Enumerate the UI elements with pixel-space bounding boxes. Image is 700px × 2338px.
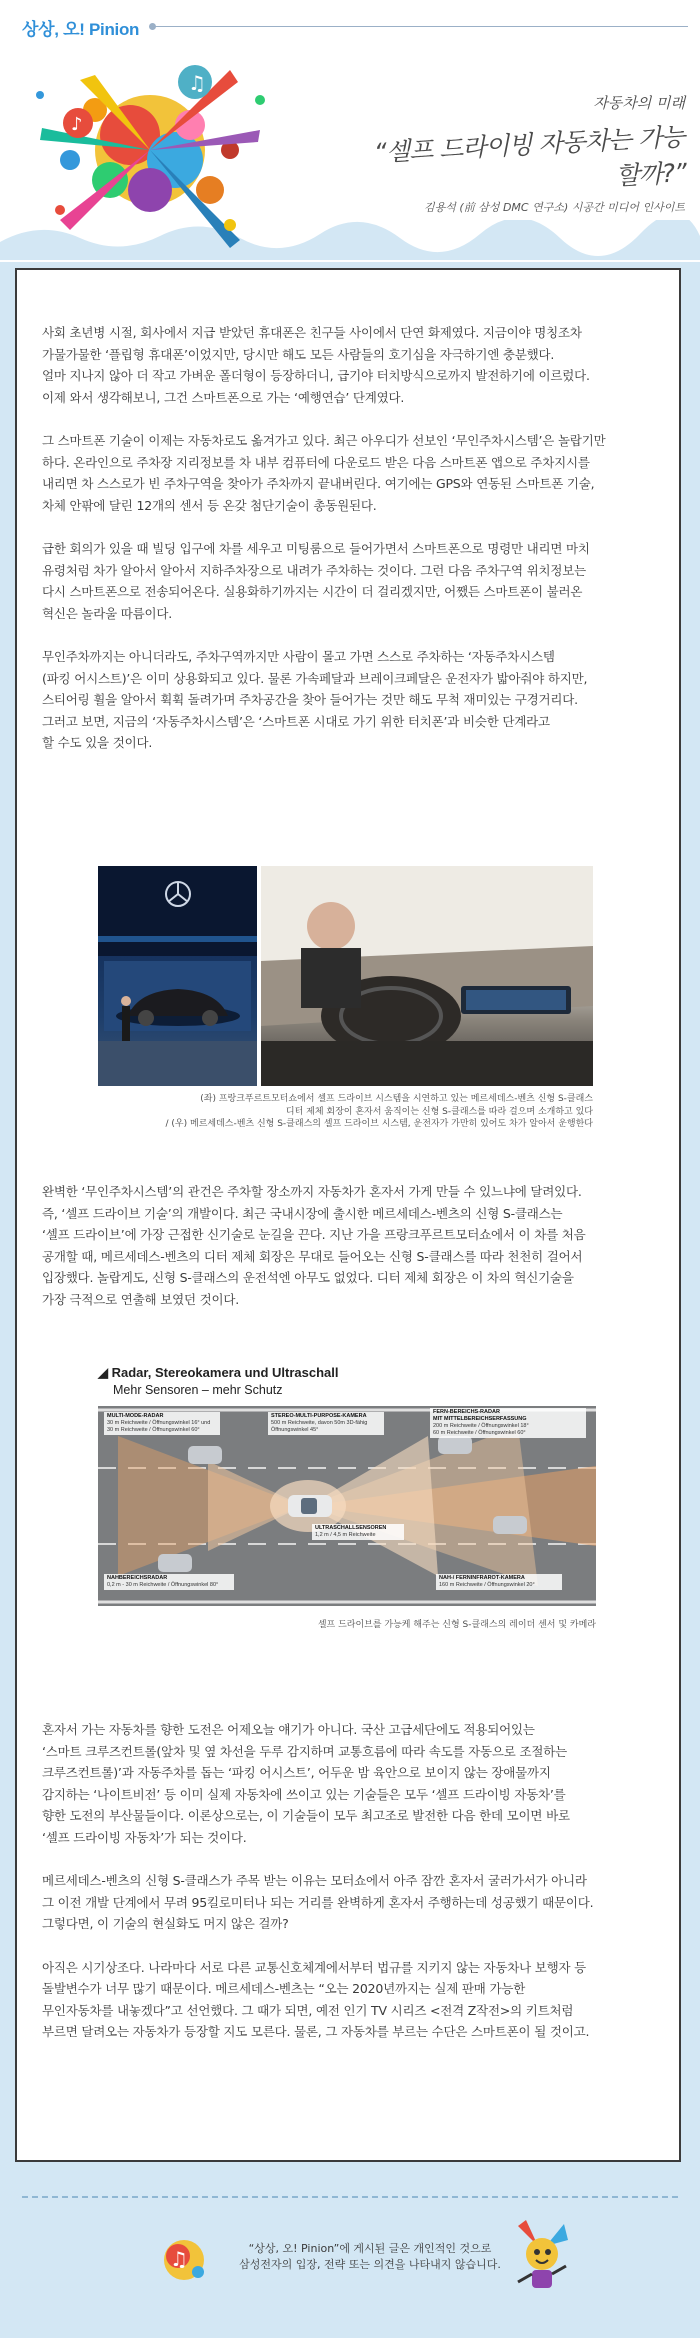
photo-caption: (좌) 프랑크푸르트모터쇼에서 셀프 드라이브 시스템을 시연하고 있는 메르세데스-벤츠 신형 S-클래스 디터 제체 회장이 혼자서 움직이는 신형 S-클래스를 따라 걸으며 소개하고 있다 / (우) 메르세데스-벤츠 신형 S-클래스의 셀프 드라이브 시스템, 운전자가 가만히 있어도 차가 알아서 운행한다 [165,1094,593,1129]
paragraph: 혼자서 가는 자동차를 향한 도전은 어제오늘 얘기가 아니다. 국산 고급세단에도 적용되어있는 ‘스마트 크루즈컨트롤(앞차 및 옆 차선을 두루 감지하며 교통흐름에 따라 속도를 자동으로 조절하는 크루즈컨트롤)’과 자동주차를 돕는 ‘파킹 어시스트’, 어두운 밤 육안으로 보이지 않는 장애물까지 감지하는 ‘나이트비전’ 등 이미 실제 자동차에 쓰이고 있는 기술들은 모두 ‘셀프 드라이빙 자동차’를 향한 도전의 부산물들이다. 이론상으로는, 이 기술들이 모두 최고조로 발전한 다음 한데 모이면 바로 ‘셀프 드라이빙 자동차’가 되는 것이다. [42,1722,570,1845]
header [0,0,700,290]
paragraph: 그 스마트폰 기술이 이제는 자동차로도 옮겨가고 있다. 최근 아우디가 선보인 ‘무인주차시스템’은 놀랍기만 하다. 온라인으로 주차장 지리정보를 차 내부 컴퓨터에 다운로드 받은 다음 스마트폰 앱으로 주차지시를 내리면 차 스스로가 빈 주차구역을 찾아가 주차까지 끝내버린다. 여기에는 GPS와 연동된 스마트폰 기술, 차체 안팎에 달린 12개의 센서 등 온갖 첨단기술이 총동원된다. [42,432,606,513]
diagram-title: ◢ Radar, Stereokamera und Ultraschall [98,1365,339,1380]
article-photos [98,866,593,1086]
byline: 김용석 (前 삼성 DMC 연구소) 시공간 미디어 인사이트 [424,201,685,214]
photo-self-drive-cockpit [261,866,593,1086]
footer-disclaimer: “상상, 오! Pinion”에 게시된 글은 개인적인 것으로 삼성전자의 입장, 전략 또는 의견을 나타내지 않습니다. [239,2242,501,2271]
label-ultrasonic: ULTRASCHALLSENSOREN 1,2 m / 4,5 m Reichweite [312,1524,404,1540]
photo-motor-show [98,866,257,1086]
article-section-1 [42,322,654,775]
paragraph: 무인주차까지는 아니더라도, 주차구역까지만 사람이 몰고 가면 스스로 주차하는 ‘자동주차시스템 (파킹 어시스트)’은 이미 상용화되고 있다. 물론 가속페달과 브레이크페달은 운전자가 밟아줘야 하지만, 스티어링 휠을 알아서 휙휙 돌려가며 주차공간을 찾아 들어가는 것만 해도 무척 재미있는 구경거리다. 그러고 보면, 지금의 ‘자동주차시스템’은 ‘스마트폰 시대로 가기 위한 터치폰’과 비슷한 단계라고 할 수도 있을 것이다. [42,648,588,751]
label-infrared-camera: NAH-/ FERNINFRAROT-KAMERA 160 m Reichweite / Öffnungswinkel 20° [436,1574,562,1590]
footer-divider [22,2196,678,2198]
label-multimode-radar: MULTI-MODE-RADAR 30 m Reichweite / Öffnungswinkel 16° und 30 m Reichweite / Öffnungswinkel 60° [104,1412,220,1435]
article-section-3 [42,1719,654,2065]
article-title-block [355,92,685,215]
diagram-caption: 셀프 드라이브를 가능케 해주는 신형 S-클래스의 레이더 센서 및 카메라 [317,1620,596,1630]
music-note-icon [158,2234,210,2286]
brand-title[interactable]: 상상, 오! Pinion [22,20,140,39]
label-near-range-radar: NAHBEREICHSRADAR 0,2 m - 30 m Reichweite / Öffnungswinkel 80° [104,1574,234,1590]
series-label: 자동차의 미래 [593,94,685,112]
paragraph: 사회 초년병 시절, 회사에서 지급 받았던 휴대폰은 친구들 사이에서 단연 화제였다. 지금이야 명칭조차 가물가물한 ‘플립형 휴대폰’이었지만, 당시만 해도 모든 사람들의 호기심을 자극하기엔 충분했다. 얼마 지나지 않아 더 작고 가벼운 폴더형이 등장하더니, 급기야 터치방식으로까지 발전하기에 이르렀다. 이제 와서 생각해보니, 그건 스마트폰으로 가는 ‘예행연습’ 단계였다. [42,325,590,405]
character-icon [508,2216,574,2296]
diagram-subtitle: Mehr Sensoren – mehr Schutz [113,1383,283,1397]
road-illustration [98,1406,596,1606]
sensor-diagram [98,1365,596,1605]
article-section-2 [42,1181,654,1332]
svg-text:♫: ♫ [170,2247,188,2271]
headline: “셀프 드라이빙 자동차는 가능할까?” [373,122,687,191]
paragraph: 급한 회의가 있을 때 빌딩 입구에 차를 세우고 미팅룸으로 들어가면서 스마트폰으로 명령만 내리면 마치 유령처럼 차가 알아서 알아서 지하주차장으로 내려가 주차하는 것이다. 그런 다음 주차구역 위치정보는 다시 스마트폰으로 전송되어온다. 실용화하기까지는 시간이 더 걸리겠지만, 어쨌든 스마트폰이 불러온 혁신은 놀라울 따름이다. [42,540,590,621]
music-note-icon-2 [63,108,93,138]
paragraph: 완벽한 ‘무인주차시스템’의 관건은 주차할 장소까지 자동차가 혼자서 가게 만들 수 있느냐에 달려있다. 즉, ‘셀프 드라이브 기술’의 개발이다. 최근 국내시장에 출시한 메르세데스-벤츠의 신형 S-클래스는 ‘셀프 드라이브’에 가장 근접한 신기술로 눈길을 끈다. 지난 가을 프랑크푸르트모터쇼에서 이 차를 처음 공개할 때, 메르세데스-벤츠의 디터 제체 회장은 무대로 들어오는 신형 S-클래스를 따라 천천히 걸어서 입장했다. 놀랍게도, 신형 S-클래스의 운전석엔 아무도 없었다. 디터 제체 회장은 이 차의 혁신기술을 가장 극적으로 연출해 보였던 것이다. [42,1184,586,1307]
header-illustration [0,40,300,290]
paragraph: 메르세데스-벤츠의 신형 S-클래스가 주목 받는 이유는 모터쇼에서 아주 잠깐 혼자서 굴러가서가 아니라 그 이전 개발 단계에서 무려 95킬로미터나 되는 거리를 완벽하게 혼자서 주행하는데 성공했기 때문이다. 그렇다면, 이 기술의 현실화도 머지 않은 걸까? [42,1873,594,1932]
svg-text:♫: ♫ [188,71,206,95]
brand-divider [152,26,688,27]
label-stereo-camera: STEREO-MULTI-PURPOSE-KAMERA 500 m Reichweite, davon 50m 3D-fähig Öffnungswinkel 45° [268,1412,384,1435]
svg-text:♪: ♪ [71,114,83,135]
label-far-range-radar: FERN-BEREICHS-RADAR MIT MITTELBEREICHSERFASSUNG 200 m Reichweite / Öffnungswinkel 18° 60 m Reichweite / Öffnungswinkel 60° [430,1408,586,1438]
music-note-icon [178,65,212,99]
paragraph: 아직은 시기상조다. 나라마다 서로 다른 교통신호체계에서부터 법규를 지키지 않는 자동차나 보행자 등 돌발변수가 너무 많기 때문이다. 메르세데스-벤츠는 “오는 2020년까지는 실제 판매 가능한 무인자동차를 내놓겠다”고 선언했다. 그 때가 되면, 예전 인기 TV 시리즈 <전격 Z작전>의 키트처럼 부르면 달려오는 자동차가 등장할 지도 모른다. 물론, 그 자동차를 부르는 수단은 스마트폰이 될 것이고. [42,1959,590,2040]
